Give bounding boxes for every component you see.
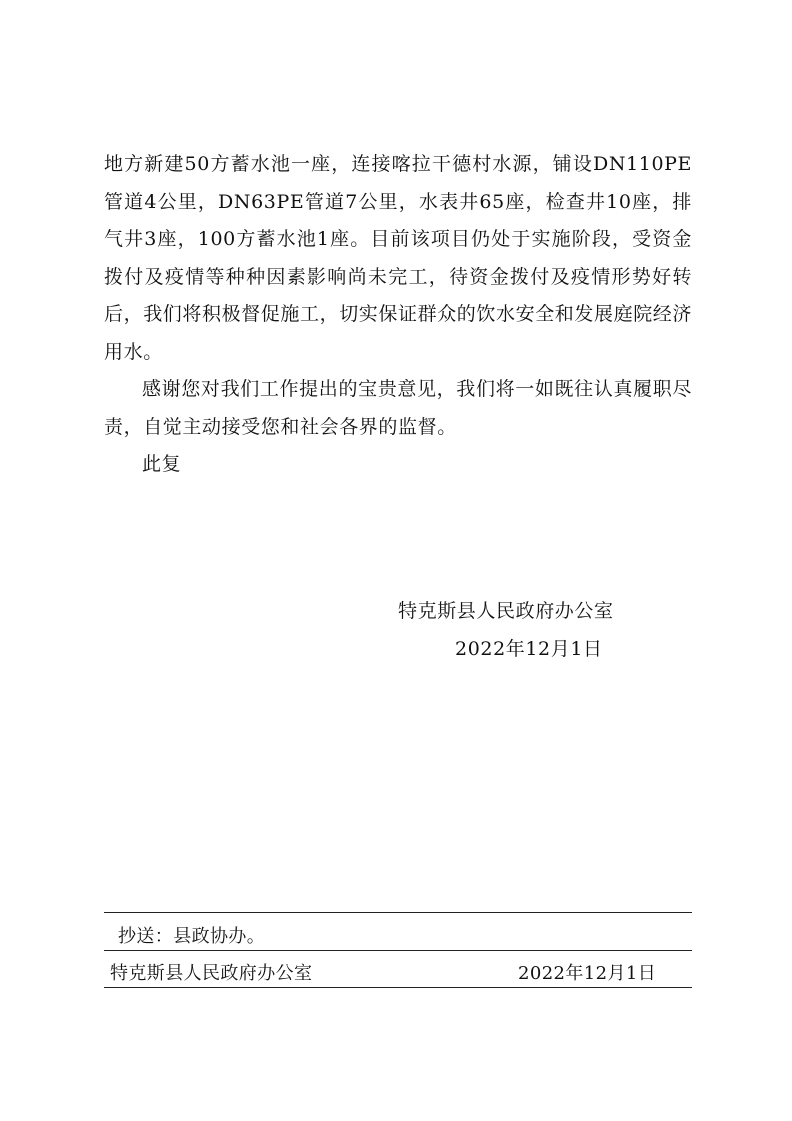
signature-date: 2022年12月1日 [455,638,603,660]
footer-date: 2022年12月1日 [518,963,657,984]
closing-phrase: 此复 [142,453,182,475]
footer-top-rule [104,912,692,913]
signature-organization: 特克斯县人民政府办公室 [398,600,614,622]
letter-body [104,146,692,484]
body-paragraph-2: 感谢您对我们工作提出的宝贵意见，我们将一如既往认真履职尽责，自觉主动接受您和社会各界的监督。 [104,378,692,438]
footer-bottom-rule [104,987,692,988]
body-paragraph-1: 地方新建50方蓄水池一座，连接喀拉干德村水源，铺设DN110PE管道4公里，DN63PE管道7公里，水表井65座，检查井10座，排气井3座，100方蓄水池1座。目前该项目仍处于实施阶段，受资金拨付及疫情等种种因素影响尚未完工，待资金拨付及疫情形势好转后，我们将积极督促施工，切实保证群众的饮水安全和发展庭院经济用水。 [104,153,693,363]
footer-issuer: 特克斯县人民政府办公室 [110,963,313,984]
cc-line: 抄送：县政协办。 [118,926,266,947]
footer-middle-rule [104,950,692,951]
